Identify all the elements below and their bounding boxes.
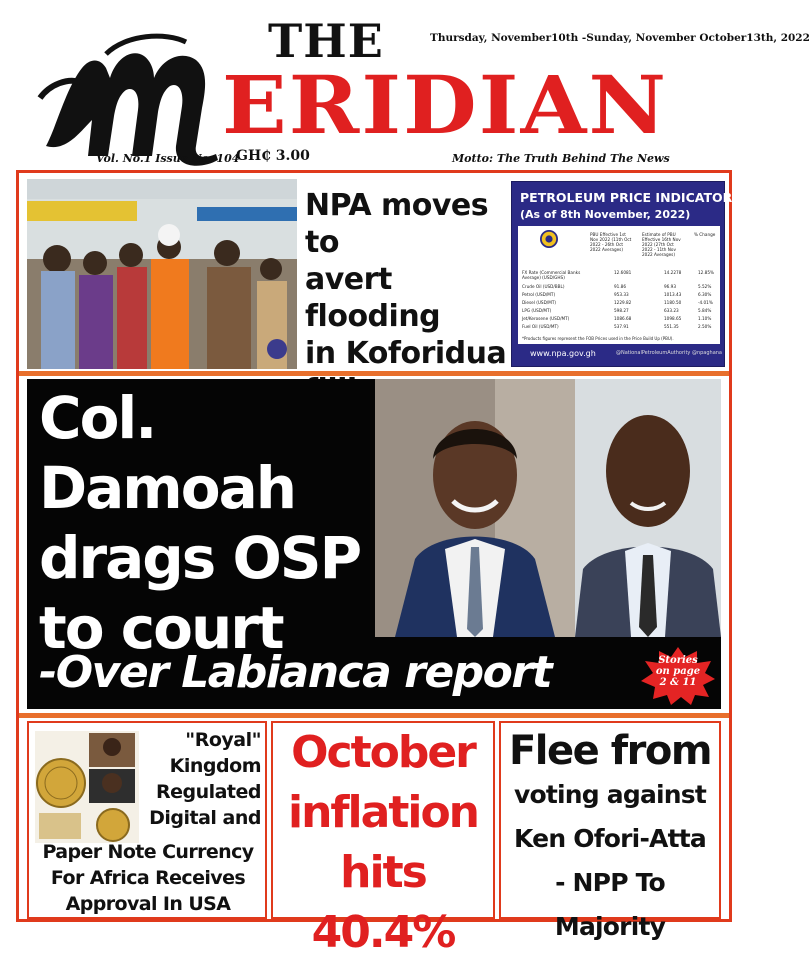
volume-issue: Vol. No.1 Issue No. 104 bbox=[96, 152, 240, 165]
motto: Motto: The Truth Behind The News bbox=[452, 152, 670, 165]
inflation-headline: October inflation hits 40.4% bbox=[288, 727, 478, 958]
petro-title: PETROLEUM PRICE INDICATORS bbox=[520, 190, 742, 205]
royal-kingdom-story[interactable] bbox=[27, 721, 267, 919]
bottom-stories bbox=[27, 721, 721, 958]
npa-headline[interactable]: NPA moves to avert flooding in Koforidua bbox=[305, 188, 507, 371]
flee-headline: Flee from voting against Ken Ofori-Atta - NPP To Majority bbox=[508, 728, 711, 941]
masthead-title-main: ERIDIAN bbox=[222, 58, 669, 152]
npa-officials-photo bbox=[27, 179, 297, 369]
lead-subheadline: -Over Labianca report bbox=[39, 647, 552, 698]
divider bbox=[19, 713, 729, 718]
npa-seal-icon bbox=[540, 230, 558, 248]
petro-table: PBU Effective 1st Nov 2022 (11th Oct 2022 - 26th Oct 2022 Averages) Estimate of PBU Effective 16th Nov 2022 (27th Oct 2022 - 11th Nov 2022 Averages) % Change FX Rate (Commercial Banks Average) (USD/GHS) 12.6081 14.2278 12.85% Crude Oil (USD/BBL) 91.86 96.93 5.52% Petrol (USD/MT) 953.33 1013.43 6.30% Diesel (USD/MT) 1229.82 1180.50 -4.01% LPG (USD/MT) 598.27 633.23 5.84% Jet/Kerosene (USD/MT) 1086.68 1098.65 1.10% Fuel Oil (USD/MT) 537.91 551.35 2.50% *Products figures represent the FOB Prices used in the Price Build Up (PBU). bbox=[518, 226, 720, 344]
npa-social-handles: @NationalPetroleumAuthority @npaghana bbox=[616, 350, 722, 356]
divider bbox=[19, 371, 729, 376]
petro-col-c: % Change bbox=[694, 232, 716, 237]
stories-page-badge[interactable]: Stories on page 2 & 11 bbox=[655, 655, 701, 688]
petroleum-price-indicators bbox=[511, 181, 742, 367]
flee-voting-story[interactable] bbox=[499, 721, 721, 941]
petro-col-a: PBU Effective 1st Nov 2022 (11th Oct 2022 - 26th Oct 2022 Averages) bbox=[590, 232, 632, 252]
petro-note: *Products figures represent the FOB Prices used in the Price Build Up (PBU). bbox=[522, 336, 674, 341]
lead-headline: Col. Damoah drags OSP to court bbox=[39, 384, 361, 662]
masthead-title-the: THE bbox=[268, 14, 384, 68]
petro-subtitle: (As of 8th November, 2022) bbox=[520, 208, 691, 221]
lead-story[interactable] bbox=[27, 379, 721, 709]
cover-price: GH₵ 3.00 bbox=[236, 148, 310, 164]
issue-dateline: Thursday, November10th -Sunday, November October13th, 2022 bbox=[430, 32, 810, 44]
npa-website-link[interactable]: www.npa.gov.gh bbox=[530, 349, 596, 358]
official-photo bbox=[575, 379, 721, 637]
petro-col-b: Estimate of PBU Effective 16th Nov 2022 (27th Oct 2022 - 11th Nov 2022 Averages) bbox=[642, 232, 681, 257]
royal-headline-bottom: Paper Note Currency For Africa Receives Approval In USA bbox=[42, 841, 254, 915]
royal-headline-top: "Royal" Kingdom Regulated Digital and bbox=[149, 729, 261, 829]
top-stories-strip bbox=[27, 179, 742, 371]
front-page-frame bbox=[16, 170, 742, 958]
inflation-story[interactable] bbox=[271, 721, 495, 958]
damoah-photo bbox=[375, 379, 575, 637]
gothic-m-logo-icon bbox=[36, 28, 226, 168]
masthead bbox=[0, 0, 810, 170]
